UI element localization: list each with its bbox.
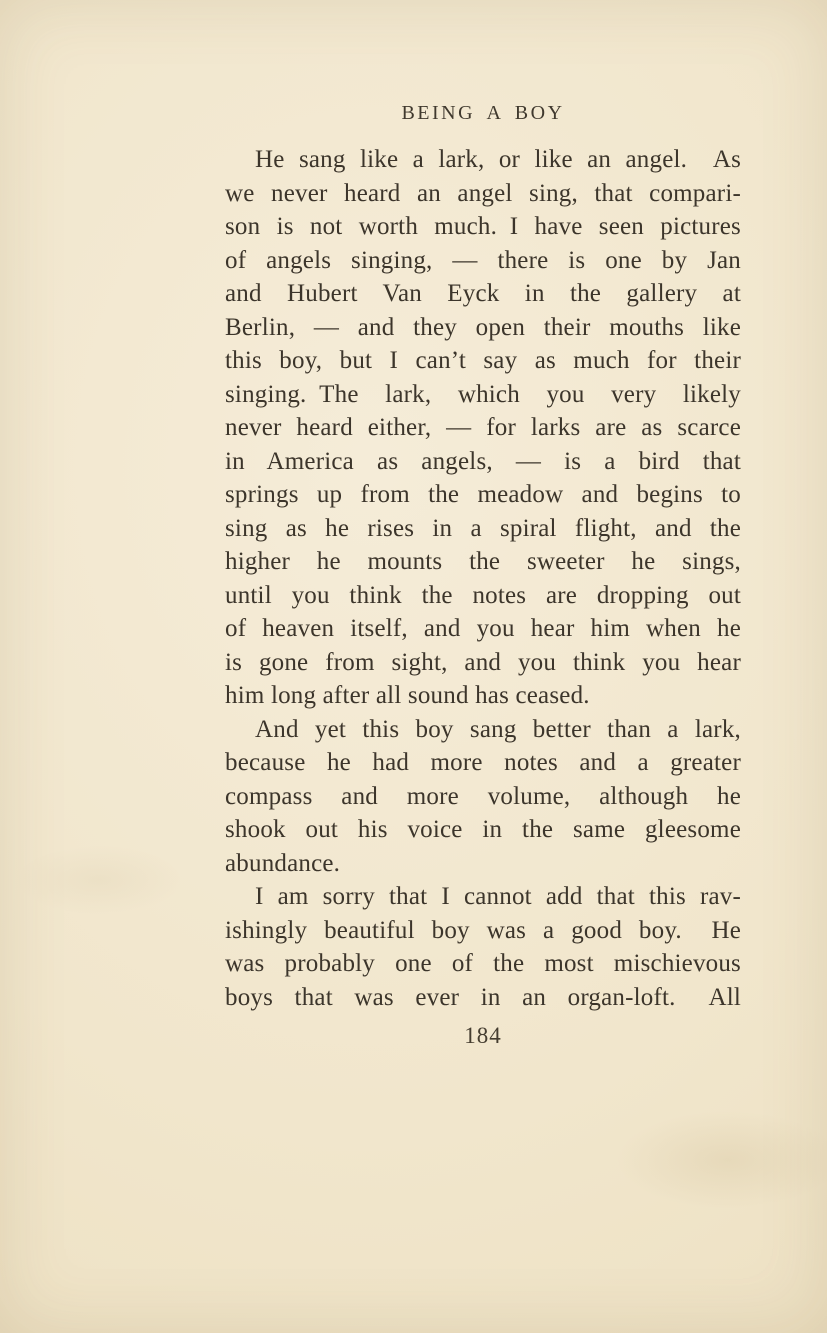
- text-line: of heaven itself, and you hear him when he: [225, 615, 741, 642]
- paragraph-1: [225, 143, 741, 713]
- text-line: in America as angels, — is a bird that: [225, 447, 741, 475]
- text-line: because he had more notes and a greater: [225, 749, 741, 776]
- text-line: we never heard an angel sing, that compari-: [225, 179, 741, 207]
- text-line: was probably one of the most mischievous: [225, 950, 741, 977]
- text-line: abundance.: [225, 849, 341, 877]
- text-line: He sang like a lark, or like an angel. As: [255, 146, 741, 173]
- paragraph-2: [225, 713, 741, 881]
- text-line: this boy, but I can’t say as much for their: [225, 347, 741, 374]
- text-line: Berlin, — and they open their mouths like: [225, 313, 741, 341]
- text-line: and Hubert Van Eyck in the gallery at: [225, 280, 741, 307]
- text-line: sing as he rises in a spiral flight, and the: [225, 514, 741, 542]
- text-line: him long after all sound has ceased.: [225, 682, 590, 709]
- text-line: son is not worth much. I have seen pictures: [225, 213, 741, 240]
- text-line: ishingly beautiful boy was a good boy. He: [225, 916, 741, 944]
- text-line: shook out his voice in the same gleesome: [225, 816, 741, 843]
- text-line: springs up from the meadow and begins to: [225, 481, 741, 508]
- page-number: 184: [464, 1023, 502, 1048]
- text-line: I am sorry that I cannot add that this rav-: [255, 883, 741, 910]
- body-text: [225, 143, 741, 1014]
- running-header: BEING A BOY: [401, 102, 565, 124]
- text-line: singing. The lark, which you very likely: [225, 380, 741, 408]
- text-line: higher he mounts the sweeter he sings,: [225, 548, 741, 575]
- paragraph-3: [225, 880, 741, 1014]
- text-line: compass and more volume, although he: [225, 782, 741, 810]
- text-line: never heard either, — for larks are as scarce: [225, 414, 741, 441]
- text-line: of angels singing, — there is one by Jan: [225, 246, 741, 274]
- text-line: is gone from sight, and you think you hear: [225, 648, 741, 676]
- text-line: until you think the notes are dropping out: [225, 581, 741, 609]
- text-line: And yet this boy sang better than a lark,: [255, 715, 741, 743]
- text-line: boys that was ever in an organ-loft. All: [225, 983, 741, 1011]
